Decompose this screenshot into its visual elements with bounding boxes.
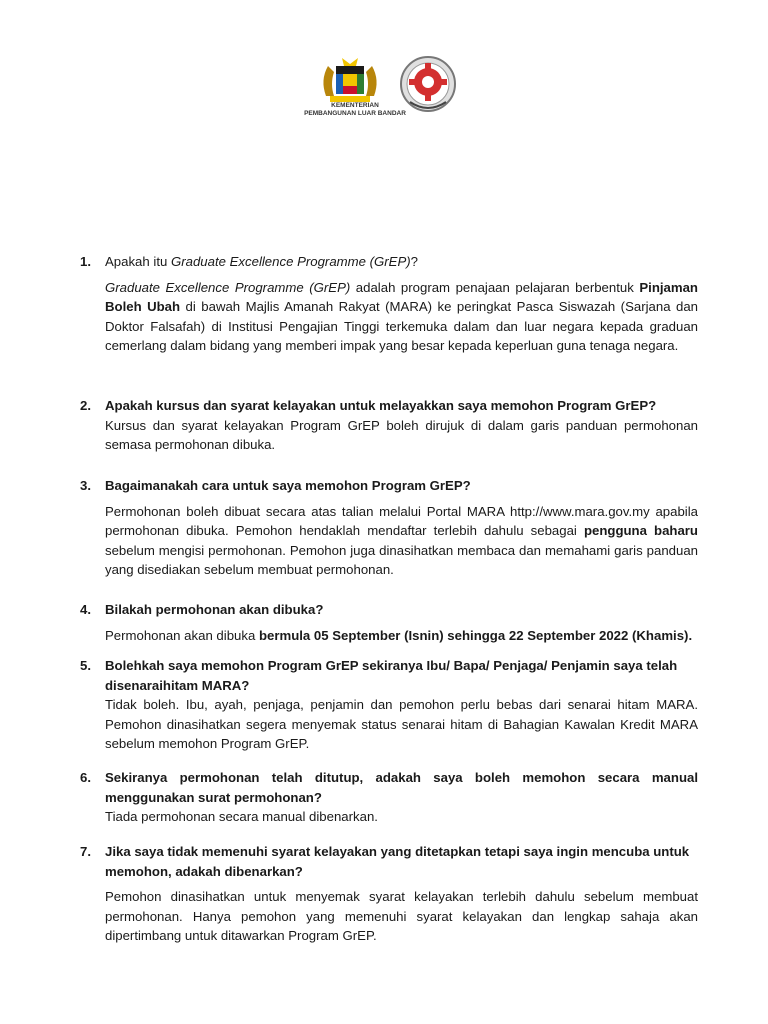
faq-answer: Kursus dan syarat kelayakan Program GrEP boleh dirujuk di dalam garis panduan permohonan semasa permohonan dibuka.	[105, 417, 698, 452]
faq-question: 7. Jika saya tidak memenuhi syarat kelayakan yang ditetapkan tetapi saya ingin mencuba untuk memohon, adakah dibenarkan?	[80, 844, 690, 879]
faq-item-7	[80, 842, 698, 946]
faq-answer: Permohonan boleh dibuat secara atas talian melalui Portal MARA http://www.mara.gov.my apabila permohonan dibuka. Pemohon hendaklah mendaftar terlebih dahulu sebagai pengguna baharu sebelum mengisi permohonan. Pemohon juga dinasihatkan membaca dan memahami garis panduan yang disediakan sebelum membuat permohonan.	[105, 503, 698, 577]
faq-item-1	[80, 252, 698, 356]
faq-question: 6. Sekiranya permohonan telah ditutup, adakah saya boleh memohon secara manual menggunakan surat permohonan?	[80, 770, 698, 805]
agency-gear-emblem-icon	[400, 54, 456, 120]
faq-question: 5. Bolehkah saya memohon Program GrEP sekiranya Ibu/ Bapa/ Penjaga/ Penjamin saya telah disenaraihitam MARA?	[80, 658, 678, 693]
faq-answer: Pemohon dinasihatkan untuk menyemak syarat kelayakan terlebih dahulu sebelum membuat permohonan. Hanya pemohon yang memenuhi syarat kelayakan dan lengkap sahaja akan dipertimbang untuk ditawarkan Program GrEP.	[105, 889, 698, 943]
faq-item-2	[80, 396, 698, 455]
malaysia-coat-of-arms-icon	[318, 56, 382, 106]
ministry-name: KEMENTERIAN PEMBANGUNAN LUAR BANDAR	[304, 102, 406, 117]
faq-item-6	[80, 768, 698, 827]
faq-question: 2. Apakah kursus dan syarat kelayakan untuk melayakkan saya memohon Program GrEP?	[80, 398, 657, 413]
faq-answer: Permohonan akan dibuka bermula 05 September (Isnin) sehingga 22 September 2022 (Khamis).	[105, 627, 693, 643]
faq-item-5	[80, 656, 698, 754]
faq-item-3	[80, 476, 698, 580]
faq-question: 4. Bilakah permohonan akan dibuka?	[80, 602, 324, 617]
faq-question: 1. Apakah itu Graduate Excellence Programme (GrEP)?	[80, 254, 418, 269]
faq-answer: Tiada permohonan secara manual dibenarkan.	[105, 809, 378, 824]
faq-answer: Tidak boleh. Ibu, ayah, penjaga, penjamin dan pemohon perlu bebas dari senarai hitam MARA. Pemohon dinasihatkan segera menyemak status senarai hitam di Bahagian Kawalan Kredit MARA sebelum memohon Program GrEP.	[105, 697, 698, 751]
faq-question: 3. Bagaimanakah cara untuk saya memohon Program GrEP?	[80, 478, 471, 493]
header-logos	[300, 50, 470, 140]
faq-answer: Graduate Excellence Programme (GrEP) adalah program penajaan pelajaran berbentuk Pinjaman Boleh Ubah di bawah Majlis Amanah Rakyat (MARA) ke peringkat Pasca Siswazah (Sarjana dan Doktor Falsafah) di Institusi Pengajian Tinggi terkemuka dalam dan luar negara kepada graduan cemerlang dalam bidang yang memberi impak yang besar kepada keperluan guna tenaga negara.	[105, 279, 699, 353]
faq-item-4	[80, 600, 698, 645]
